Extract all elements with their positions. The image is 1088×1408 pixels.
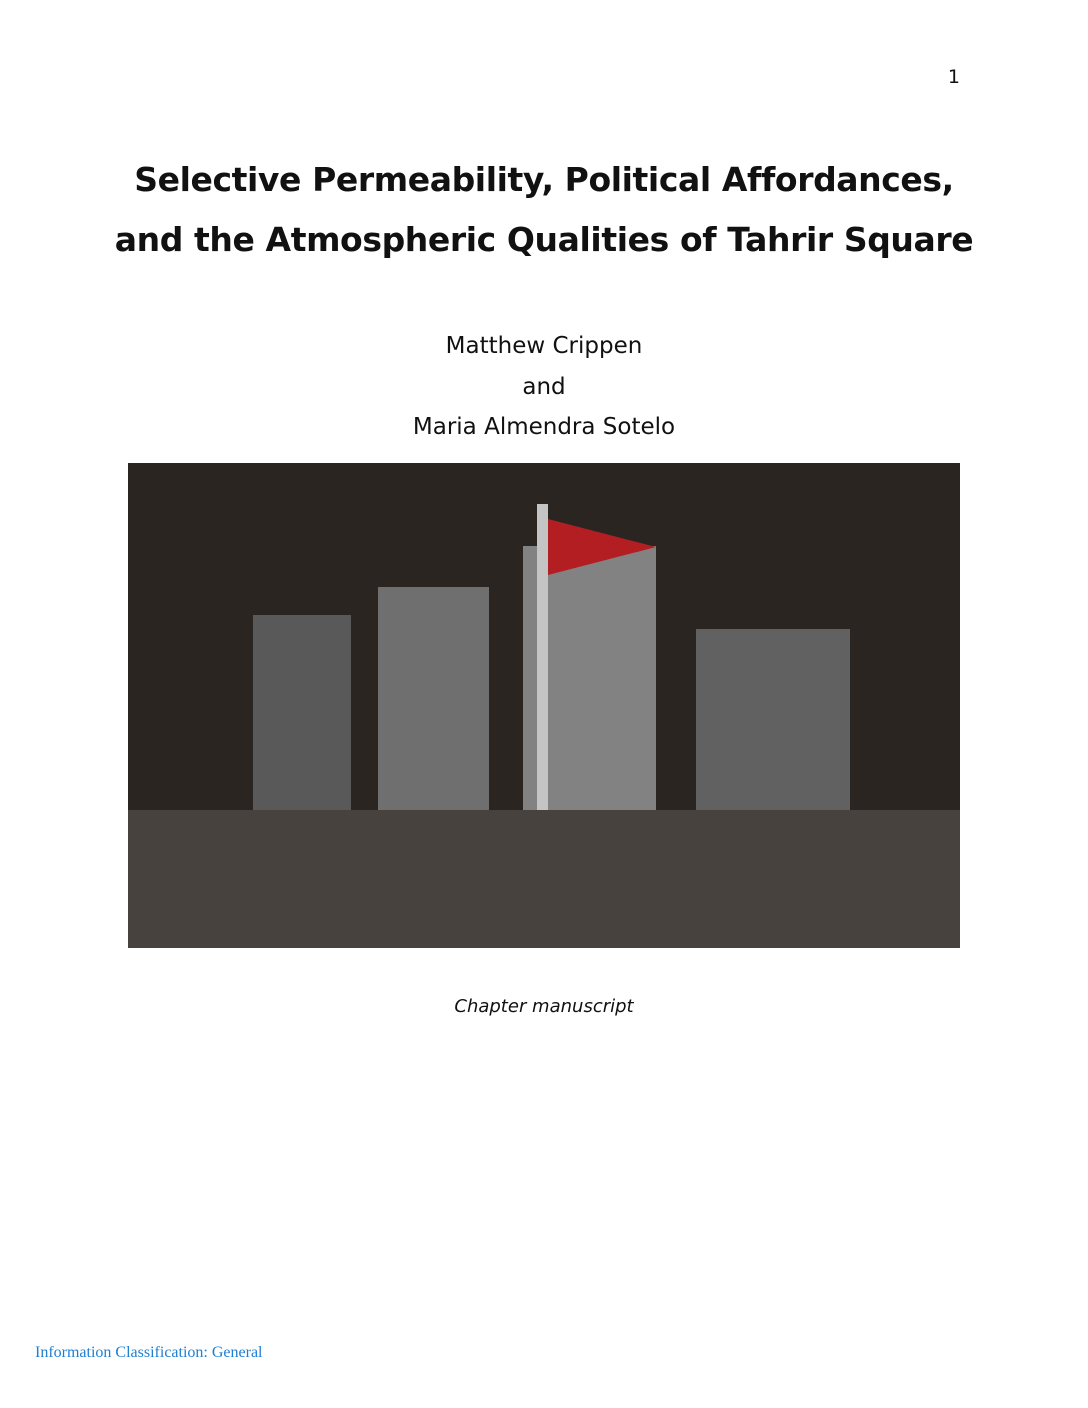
classification-label: Information Classification: General <box>35 1344 263 1361</box>
title-line-1: Selective Permeability, Political Affordances, <box>134 160 954 199</box>
flag-pole <box>537 504 548 810</box>
building-4 <box>696 629 850 810</box>
cover-illustration <box>128 463 960 948</box>
page-number: 1 <box>947 66 960 88</box>
building-2 <box>378 587 489 810</box>
document-title <box>0 150 1088 270</box>
ground <box>128 810 960 948</box>
image-caption: Chapter manuscript <box>454 996 634 1017</box>
author-2: Maria Almendra Sotelo <box>412 414 676 440</box>
title-line-2: and the Atmospheric Qualities of Tahrir Square <box>114 220 974 259</box>
author-1: Matthew Crippen <box>445 333 643 359</box>
author-block <box>0 326 1088 448</box>
building-1 <box>253 615 351 810</box>
author-conjunction: and <box>522 373 566 400</box>
